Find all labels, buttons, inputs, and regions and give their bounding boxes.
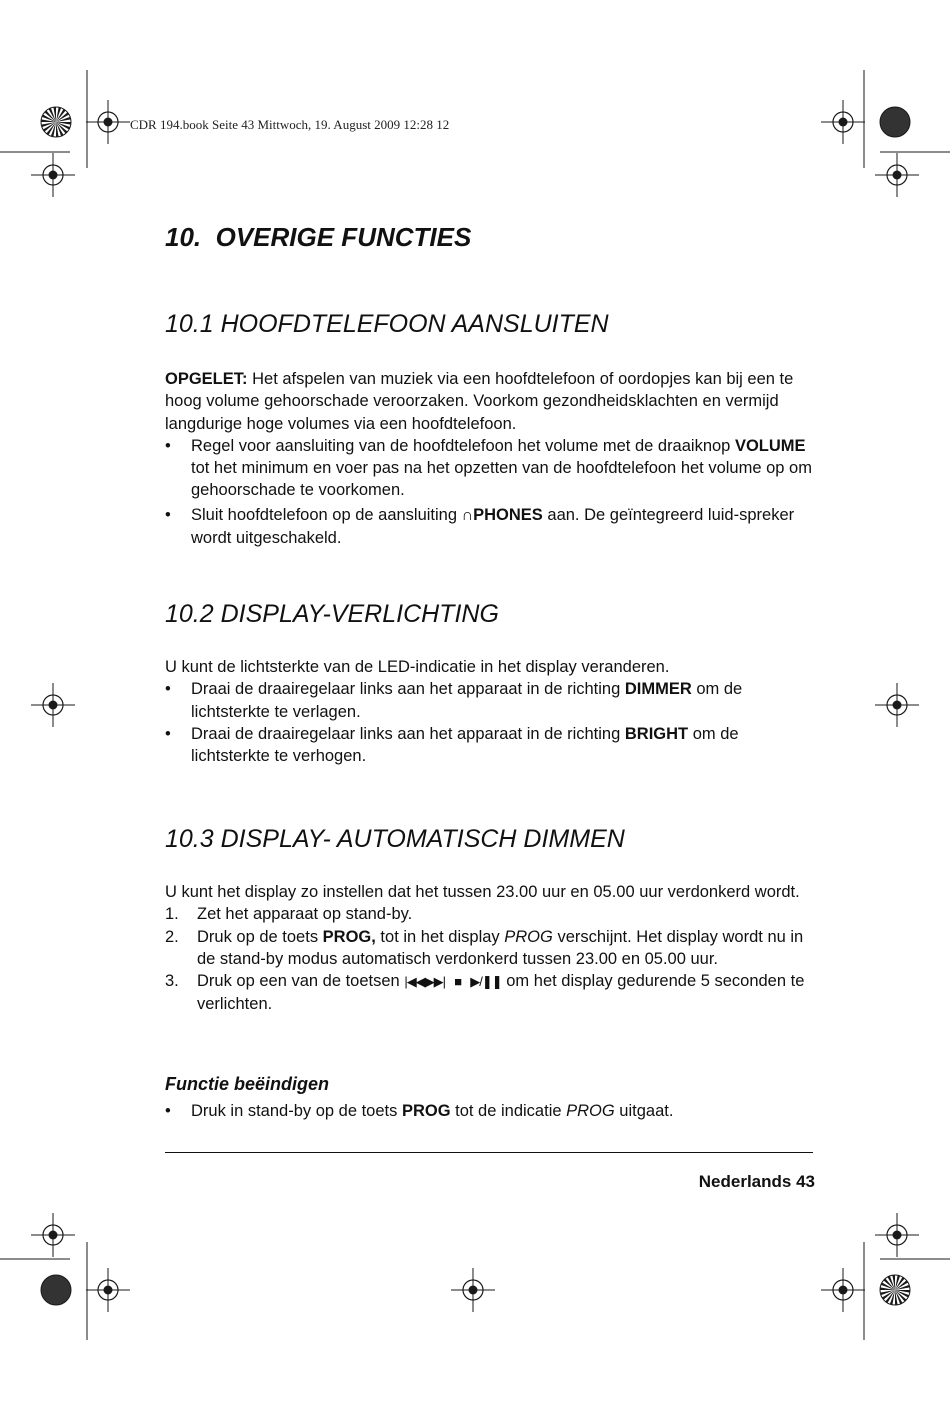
bullet-prog-text-a: Druk in stand-by op de toets bbox=[191, 1102, 402, 1120]
crosshair-mark bbox=[31, 683, 75, 727]
warning-paragraph bbox=[165, 368, 815, 435]
registration-starburst bbox=[41, 1275, 71, 1305]
end-function-subheading: Functie beëindigen bbox=[165, 1074, 330, 1094]
bullet-volume-text-a: Regel voor aansluiting van de hoofdtelefoon het volume met de draaiknop bbox=[191, 436, 735, 455]
chapter-number: 10. bbox=[165, 222, 202, 252]
crosshair-mark bbox=[821, 1268, 865, 1312]
play-pause-icon: ▶/❚❚ bbox=[470, 974, 502, 990]
step-3-text-a: Druk op een van de toetsen bbox=[197, 972, 405, 991]
bright-label: BRIGHT bbox=[624, 724, 689, 743]
section-10-3-intro: U kunt het display zo instellen dat het tussen 23.00 uur en 05.00 uur verdonkerd wordt. bbox=[165, 883, 800, 901]
registration-starburst bbox=[880, 107, 910, 137]
crosshair-mark bbox=[86, 100, 130, 144]
prog-display-label: PROG bbox=[504, 927, 553, 946]
step-3-number: 3. bbox=[165, 972, 179, 991]
bullet-prog-text-b: tot de indicatie bbox=[450, 1102, 567, 1120]
page-footer: Nederlands 43 bbox=[698, 1172, 815, 1191]
stop-icon: ■ bbox=[454, 974, 462, 990]
prog-key-label: PROG, bbox=[322, 927, 376, 946]
step-1-number: 1. bbox=[165, 905, 179, 924]
crosshair-mark bbox=[875, 153, 919, 197]
end-function-body bbox=[165, 1100, 815, 1122]
headphones-icon: ∩ bbox=[461, 506, 474, 524]
bullet-bright-text-a: Draai de draairegelaar links aan het apparaat in de richting bbox=[191, 724, 625, 743]
crosshair-mark bbox=[451, 1268, 495, 1312]
prog-indicator-label: PROG bbox=[566, 1102, 615, 1120]
print-header-line: CDR 194.book Seite 43 Mittwoch, 19. August 2009 12:28 12 bbox=[130, 117, 450, 132]
step-3-text-b: om het display gedurende 5 seconden te verlichten. bbox=[197, 972, 805, 1014]
section-10-2-intro: U kunt de lichtsterkte van de LED-indicatie in het display veranderen. bbox=[165, 658, 670, 676]
section-10-2-body bbox=[165, 656, 815, 767]
warning-text: Het afspelen van muziek via een hoofdtelefoon of oordopjes kan bij een te hoog volume gehoorschade veroorzaken. Voorkom gezondheidsklachten en vermijd langdurige hoge volumes via een hoofdtelefoon. bbox=[165, 370, 794, 433]
step-2-text-a: Druk op de toets bbox=[197, 927, 323, 946]
dimmer-label: DIMMER bbox=[624, 680, 692, 699]
step-2-number: 2. bbox=[165, 927, 179, 946]
section-10-1-body bbox=[165, 368, 815, 549]
registration-starburst bbox=[880, 1275, 910, 1305]
bullet-bright: • Draai de draairegelaar links aan het apparaat in de richting BRIGHT om de lichtsterkte te verhogen. bbox=[165, 724, 739, 766]
step-1-text: Zet het apparaat op stand-by. bbox=[197, 905, 413, 924]
bullet-prog-text-c: uitgaat. bbox=[614, 1102, 674, 1120]
step-2-text-b: tot in het display bbox=[375, 927, 505, 946]
section-10-3-body bbox=[165, 881, 815, 1016]
crosshair-mark bbox=[875, 1213, 919, 1257]
bullet-prog-off: • Druk in stand-by op de toets PROG tot de indicatie PROG uitgaat. bbox=[165, 1102, 674, 1120]
phones-jack-label: PHONES bbox=[473, 505, 543, 524]
bullet-phones-text-a: Sluit hoofdtelefoon op de aansluiting bbox=[191, 505, 462, 524]
skip-forward-icon: ▶▶| bbox=[424, 974, 446, 990]
chapter-title: OVERIGE FUNCTIES bbox=[215, 222, 472, 252]
step-2 bbox=[165, 926, 815, 971]
chapter-heading bbox=[165, 222, 471, 253]
section-heading-10-1: 10.1 HOOFDTELEFOON AANSLUITEN bbox=[165, 310, 609, 338]
bullet-dimmer-text-a: Draai de draairegelaar links aan het apparaat in de richting bbox=[191, 680, 625, 699]
bullet-phones: • Sluit hoofdtelefoon op de aansluiting ∩PHONES aan. De geïntegreerd luid-spreker wordt uitgeschakeld. bbox=[165, 505, 795, 548]
bullet-dimmer-text-b: om de lichtsterkte te verlagen. bbox=[191, 680, 743, 721]
warning-label: OPGELET: bbox=[165, 370, 248, 388]
prog-key-label-2: PROG bbox=[401, 1102, 451, 1120]
section-heading-10-3: 10.3 DISPLAY- AUTOMATISCH DIMMEN bbox=[165, 825, 625, 853]
bullet-volume: • Regel voor aansluiting van de hoofdtelefoon het volume met de draaiknop VOLUME tot het minimum en voer pas na het opzetten van de hoofdtelefoon het volume op om gehoorschade te voorkomen. bbox=[165, 436, 812, 500]
skip-back-icon: |◀◀ bbox=[404, 974, 425, 990]
volume-knob-label: VOLUME bbox=[734, 436, 806, 455]
bullet-phones-text-b: aan. De geïntegreerd luid-spreker wordt uitgeschakeld. bbox=[191, 505, 795, 548]
step-3 bbox=[165, 970, 815, 1016]
crosshair-mark bbox=[875, 683, 919, 727]
bullet-dimmer: • Draai de draairegelaar links aan het apparaat in de richting DIMMER om de lichtsterkte te verlagen. bbox=[165, 680, 743, 721]
step-2-text-c: verschijnt. Het display wordt nu in de stand-by modus automatisch verdonkerd tussen 23.00 en 05.00 uur. bbox=[197, 927, 804, 968]
crosshair-mark bbox=[31, 153, 75, 197]
crosshair-mark bbox=[821, 100, 865, 144]
step-1 bbox=[165, 903, 815, 925]
bullet-volume-text-b: tot het minimum en voer pas na het opzetten van de hoofdtelefoon het volume op om gehoorschade te voorkomen. bbox=[191, 459, 812, 500]
registration-starburst bbox=[41, 107, 71, 137]
bullet-bright-text-b: om de lichtsterkte te verhogen. bbox=[191, 724, 739, 766]
crosshair-mark bbox=[86, 1268, 130, 1312]
crosshair-mark bbox=[31, 1213, 75, 1257]
section-heading-10-2: 10.2 DISPLAY-VERLICHTING bbox=[165, 600, 499, 628]
footer-rule bbox=[165, 1152, 813, 1153]
